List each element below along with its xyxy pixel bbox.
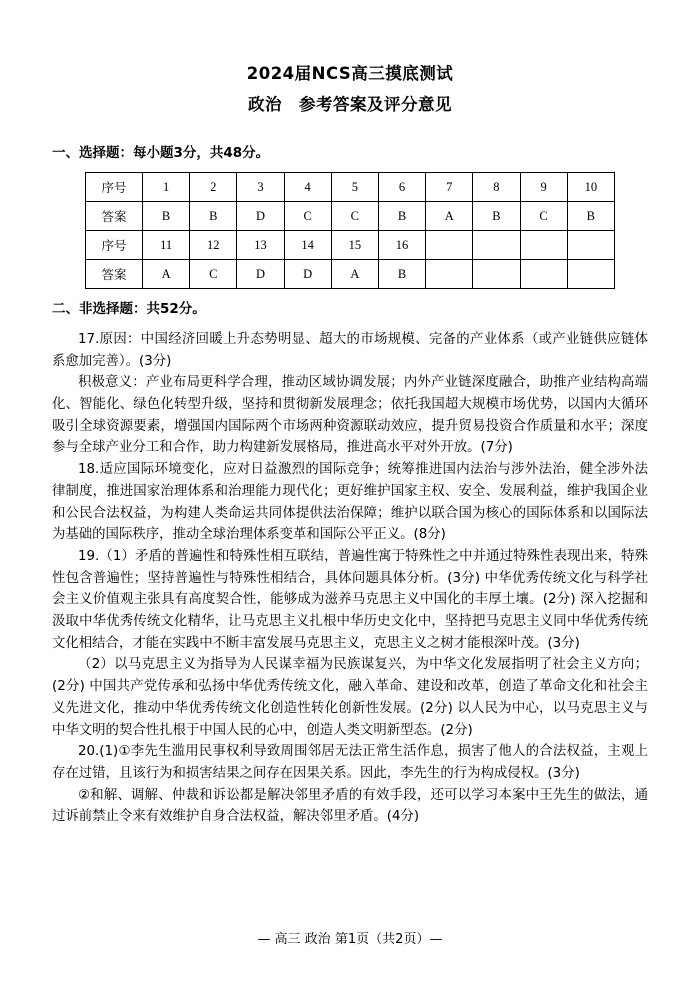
cell-answer: A — [331, 260, 378, 289]
cell-number: 1 — [143, 173, 190, 202]
cell-answer: C — [190, 260, 237, 289]
answer-paragraph-20-2: ②和解、调解、仲裁和诉讼都是解决邻里矛盾的有效手段，还可以学习本案中王先生的做法，通过诉前禁止令来有效维护自身合法权益，解决邻里矛盾。(4分) — [52, 787, 648, 825]
cell-answer: B — [378, 260, 425, 289]
answer-paragraph-18: 18.适应国际环境变化，应对日益激烈的国际竞争；统筹推进国内法治与涉外法治，健全涉外法律制度，推进国家治理体系和治理能力现代化；更好维护国家主权、安全、发展利益，维护我国企业和公民合法权益，为构建人类命运共同体提供法治保障；维护以联合国为核心的国际体系和以国际法为基础的国际秩序，推动全球治理体系变革和国际公平正义。(8分) — [52, 462, 648, 543]
section-heading-essay: 二、非选择题：共52分。 — [52, 301, 206, 318]
section-heading-choice: 一、选择题：每小题3分，共48分。 — [52, 144, 270, 161]
cell-empty — [520, 231, 567, 260]
cell-number: 12 — [190, 231, 237, 260]
cell-empty — [520, 260, 567, 289]
cell-number: 5 — [331, 173, 378, 202]
answer-paragraph-19-1: 19.（1）矛盾的普遍性和特殊性相互联结，普遍性寓于特殊性之中并通过特殊性表现出来，特殊性包含普遍性；坚持普遍性与特殊性相结合，具体问题具体分析。(3分) 中华优秀传统文化与科学社会主义价值观主张具有高度契合性，能够成为滋养马克思主义中国化的丰厚土壤。(2分) 深入挖掘和汲取中华优秀传统文化精华，让马克思主义扎根中华历史文化中，坚持把马克思主义同中华优秀传统文化相结合，才能在实践中不断丰富发展马克思主义，克思主义之树才能根深叶茂。(3分) — [52, 548, 648, 651]
cell-answer: D — [237, 260, 284, 289]
answer-paragraph-20-1: 20.(1)①李先生滥用民事权利导致周围邻居无法正常生活作息，损害了他人的合法权益，主观上存在过错，且该行为和损害结果之间存在因果关系。因此，李先生的行为构成侵权。(3分) — [52, 744, 648, 781]
cell-answer: C — [520, 202, 567, 231]
cell-answer: A — [426, 202, 473, 231]
document-title-block — [52, 58, 648, 121]
cell-number: 3 — [237, 173, 284, 202]
table-row — [86, 202, 615, 231]
cell-empty — [426, 260, 473, 289]
row-label-number-2: 序号 — [86, 231, 143, 260]
cell-number: 10 — [567, 173, 614, 202]
cell-answer: B — [190, 202, 237, 231]
row-label-number-1: 序号 — [86, 173, 143, 202]
cell-number: 11 — [143, 231, 190, 260]
row-label-answer-1: 答案 — [86, 202, 143, 231]
cell-answer: B — [473, 202, 520, 231]
table-row — [86, 231, 615, 260]
cell-number: 6 — [378, 173, 425, 202]
answer-paragraph-19-2: （2）以马克思主义为指导为人民谋幸福为民族谋复兴，为中华文化发展指明了社会主义方向；(2分) 中国共产党传承和弘扬中华优秀传统文化，融入革命、建设和改革，创造了革命文化和社会主义先进文化，推动中华优秀传统文化创造性转化创新性发展。(2分) 以人民为中心，以马克思主义与中华文明的契合性扎根于中国人民的心中，创造人类文明新型态。(2分) — [52, 657, 648, 738]
cell-number: 2 — [190, 173, 237, 202]
answer-paragraph-17-reason: 17.原因：中国经济回暖上升态势明显、超大的市场规模、完备的产业体系（或产业链供应链体系愈加完善）。(3分) — [52, 331, 648, 369]
page-title-line-1: 2024届NCS高三摸底测试 — [246, 64, 454, 83]
cell-empty — [473, 260, 520, 289]
cell-number: 4 — [284, 173, 331, 202]
cell-number: 9 — [520, 173, 567, 202]
cell-answer: B — [378, 202, 425, 231]
page-footer: — 高三 政治 第1页（共2页）— — [257, 932, 443, 947]
page-title-line-2: 政治 参考答案及评分意见 — [248, 95, 452, 115]
cell-empty — [567, 231, 614, 260]
answer-paragraph-17-significance: 积极意义：产业布局更科学合理，推动区域协调发展；内外产业链深度融合，助推产业结构高端化、智能化、绿色化转型升级，坚持和贯彻新发展理念；依托我国超大规模市场优势，以国内大循环吸引全球资源要素，增强国内国际两个市场两种资源联动效应，提升贸易投资合作质量和水平；深度参与全球产业分工和合作，助力构建新发展格局，推进高水平对外开放。(7分) — [52, 375, 648, 456]
cell-number: 15 — [331, 231, 378, 260]
cell-number: 16 — [378, 231, 425, 260]
cell-answer: C — [331, 202, 378, 231]
cell-answer: B — [143, 202, 190, 231]
cell-answer: A — [143, 260, 190, 289]
cell-empty — [473, 231, 520, 260]
table-row — [86, 173, 615, 202]
cell-number: 7 — [426, 173, 473, 202]
table-row — [86, 260, 615, 289]
cell-empty — [426, 231, 473, 260]
cell-answer: D — [237, 202, 284, 231]
cell-number: 14 — [284, 231, 331, 260]
cell-number: 8 — [473, 173, 520, 202]
cell-number: 13 — [237, 231, 284, 260]
cell-answer: D — [284, 260, 331, 289]
cell-empty — [567, 260, 614, 289]
cell-answer: C — [284, 202, 331, 231]
row-label-answer-2: 答案 — [86, 260, 143, 289]
answer-body — [52, 329, 648, 828]
cell-answer: B — [567, 202, 614, 231]
answer-table — [85, 172, 615, 289]
